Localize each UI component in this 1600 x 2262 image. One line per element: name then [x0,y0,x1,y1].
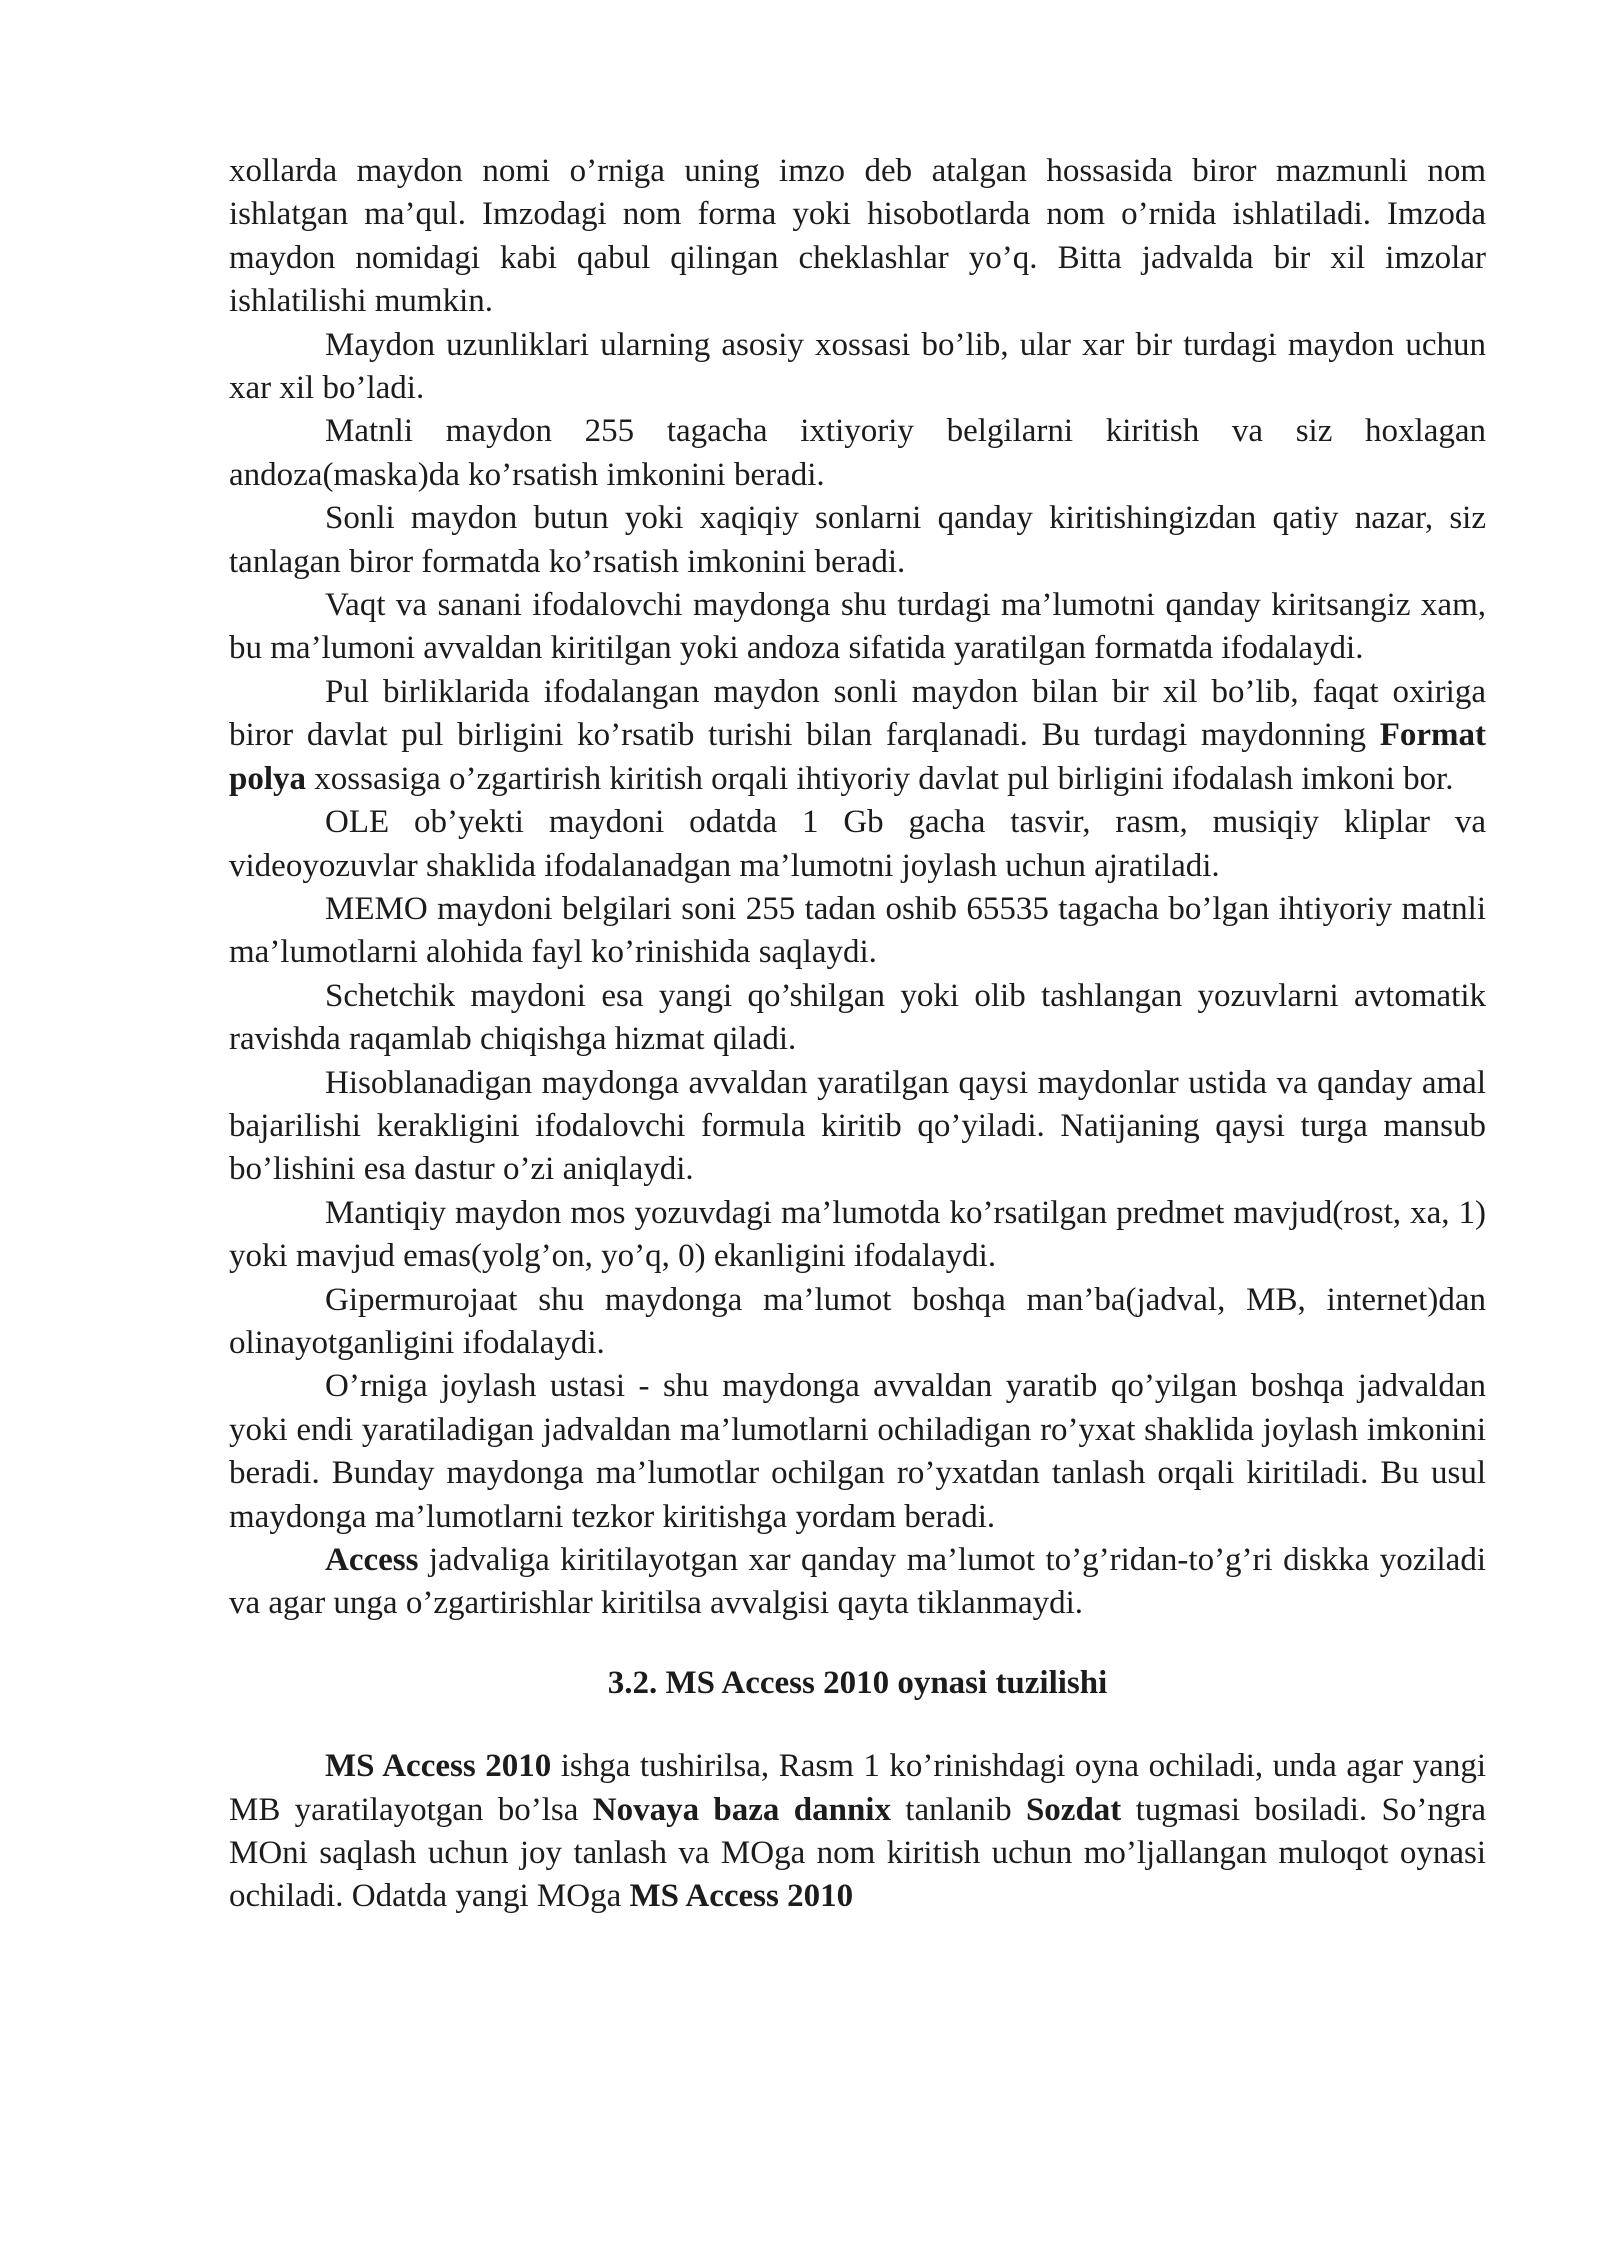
paragraph-text: Gipermurojaat shu maydonga ma’lumot boshqa man’ba(jadval, MB, internet)dan olinayotganligini ifodalaydi. [229,1281,1486,1361]
paragraph-text: Maydon uzunliklari ularning asosiy xossasi bo’lib, ular xar bir turdagi maydon uchun xar xil bo’ladi. [229,326,1486,407]
body-paragraph [229,497,1486,584]
bold-text: Novaya baza dannix [592,1791,891,1828]
document-page [229,150,1486,1919]
body-paragraph [229,1365,1486,1539]
body-paragraph [229,975,1486,1062]
paragraph-text: Sonli maydon butun yoki xaqiqiy sonlarni qanday kiritishingizdan qatiy nazar, siz tanlagan biror formatda ko’rsatish imkonini beradi. [229,500,1486,580]
bold-text: MS Access 2010 [629,1878,854,1915]
paragraph-text: Mantiqiy maydon mos yozuvdagi ma’lumotda ko’rsatilgan predmet mavjud(rost, xa, 1) yoki mavjud emas(yolg’on, yo’q, 0) ekanligini ifodalaydi. [229,1194,1486,1275]
paragraph-text: xossasiga o’zgartirish kiritish orqali ihtiyoriy davlat pul birligini ifodalash imkoni bor. [306,760,1454,797]
paragraph-text: Schetchik maydoni esa yangi qo’shilgan yoki olib tashlangan yozuvlarni avtomatik ravishda raqamlab chiqishga hizmat qiladi. [229,977,1486,1058]
paragraph-text: Hisoblanadigan maydonga avvaldan yaratilgan qaysi maydonlar ustida va qanday amal bajarilishi kerakligini ifodalovchi formula kiritib qo’yiladi. Natijaning qaysi turga mansub bo’lishini esa dastur o’zi aniqlaydi. [229,1064,1486,1188]
body-paragraph [229,801,1486,888]
paragraph-text: Vaqt va sanani ifodalovchi maydonga shu turdagi ma’lumotni qanday kiritsangiz xam, bu ma’lumoni avvaldan kiritilgan yoki andoza sifatida yaratilgan formatda ifodalaydi. [229,587,1486,667]
body-paragraph [229,410,1486,497]
section-heading [229,1662,1486,1705]
paragraph-text: Matnli maydon 255 tagacha ixtiyoriy belgilarni kiritish va siz hoxlagan andoza(maska)da ko’rsatish imkonini beradi. [229,413,1486,493]
body-paragraph [229,888,1486,975]
bold-text: 3.2. MS Access 2010 oynasi tuzilishi [607,1664,1108,1701]
bold-text: MS Access 2010 [325,1748,552,1785]
body-paragraph [229,1279,1486,1366]
bold-text: Access [325,1542,419,1578]
body-paragraph [229,1539,1486,1626]
paragraph-text: tanlanib [890,1791,1026,1828]
body-paragraph [229,150,1486,324]
paragraph-text: MEMO maydoni belgilari soni 255 tadan oshib 65535 tagacha bo’lgan ihtiyoriy matnli ma’lumotlarni alohida fayl ko’rinishida saqlaydi. [229,890,1486,971]
paragraph-text: O’rniga joylash ustasi - shu maydonga avvaldan yaratib qo’yilgan boshqa jadvaldan yoki endi yaratiladigan jadvaldan ma’lumotlarni ochiladigan ro’yxat shaklida joylash imkonini beradi. Bunday maydonga ma’lumotlar ochilgan ro’yxatdan tanlash orqali kiritiladi. Bu usul maydonga ma’lumotlarni tezkor kiritishga yordam beradi. [229,1368,1486,1535]
bold-text: Format polya [229,717,1486,797]
body-paragraph [229,1745,1486,1919]
paragraph-text: Pul birliklarida ifodalangan maydon sonli maydon bilan bir xil bo’lib, faqat oxiriga biror davlat pul birligini ko’rsatib turishi bilan farqlanadi. Bu turdagi maydonning [229,673,1486,754]
paragraph-text: xollarda maydon nomi o’rniga uning imzo deb atalgan hossasida biror mazmunli nom ishlatgan ma’qul. Imzodagi nom forma yoki hisobotlarda nom o’rnida ishlatiladi. Imzoda maydon nomidagi kabi qabul qilingan cheklashlar yo’q. Bitta jadvalda bir xil imzolar ishlatilishi mumkin. [229,153,1486,320]
body-paragraph [229,584,1486,671]
paragraph-text: jadvaliga kiritilayotgan xar qanday ma’lumot to’g’ridan-to’g’ri diskka yoziladi va agar unga o’zgartirishlar kiritilsa avvalgisi qayta tiklanmaydi. [229,1542,1486,1622]
body-paragraph [229,671,1486,801]
paragraph-text: ishga tushirilsa, Rasm 1 ko’rinishdagi oyna ochiladi, unda agar yangi MB yaratilayotgan bo’lsa [229,1748,1486,1828]
body-paragraph [229,324,1486,411]
paragraph-text: OLE ob’yekti maydoni odatda 1 Gb gacha tasvir, rasm, musiqiy kliplar va videoyozuvlar shaklida ifodalanadgan ma’lumotni joylash uchun ajratiladi. [229,804,1486,884]
body-paragraph [229,1192,1486,1279]
paragraph-text: tugmasi bosiladi. So’ngra MOni saqlash uchun joy tanlash va MOga nom kiritish uchun mo’ljallangan muloqot oynasi ochiladi. Odatda yangi MOga [229,1791,1486,1915]
body-paragraph [229,1062,1486,1192]
bold-text: Sozdat [1025,1791,1122,1828]
